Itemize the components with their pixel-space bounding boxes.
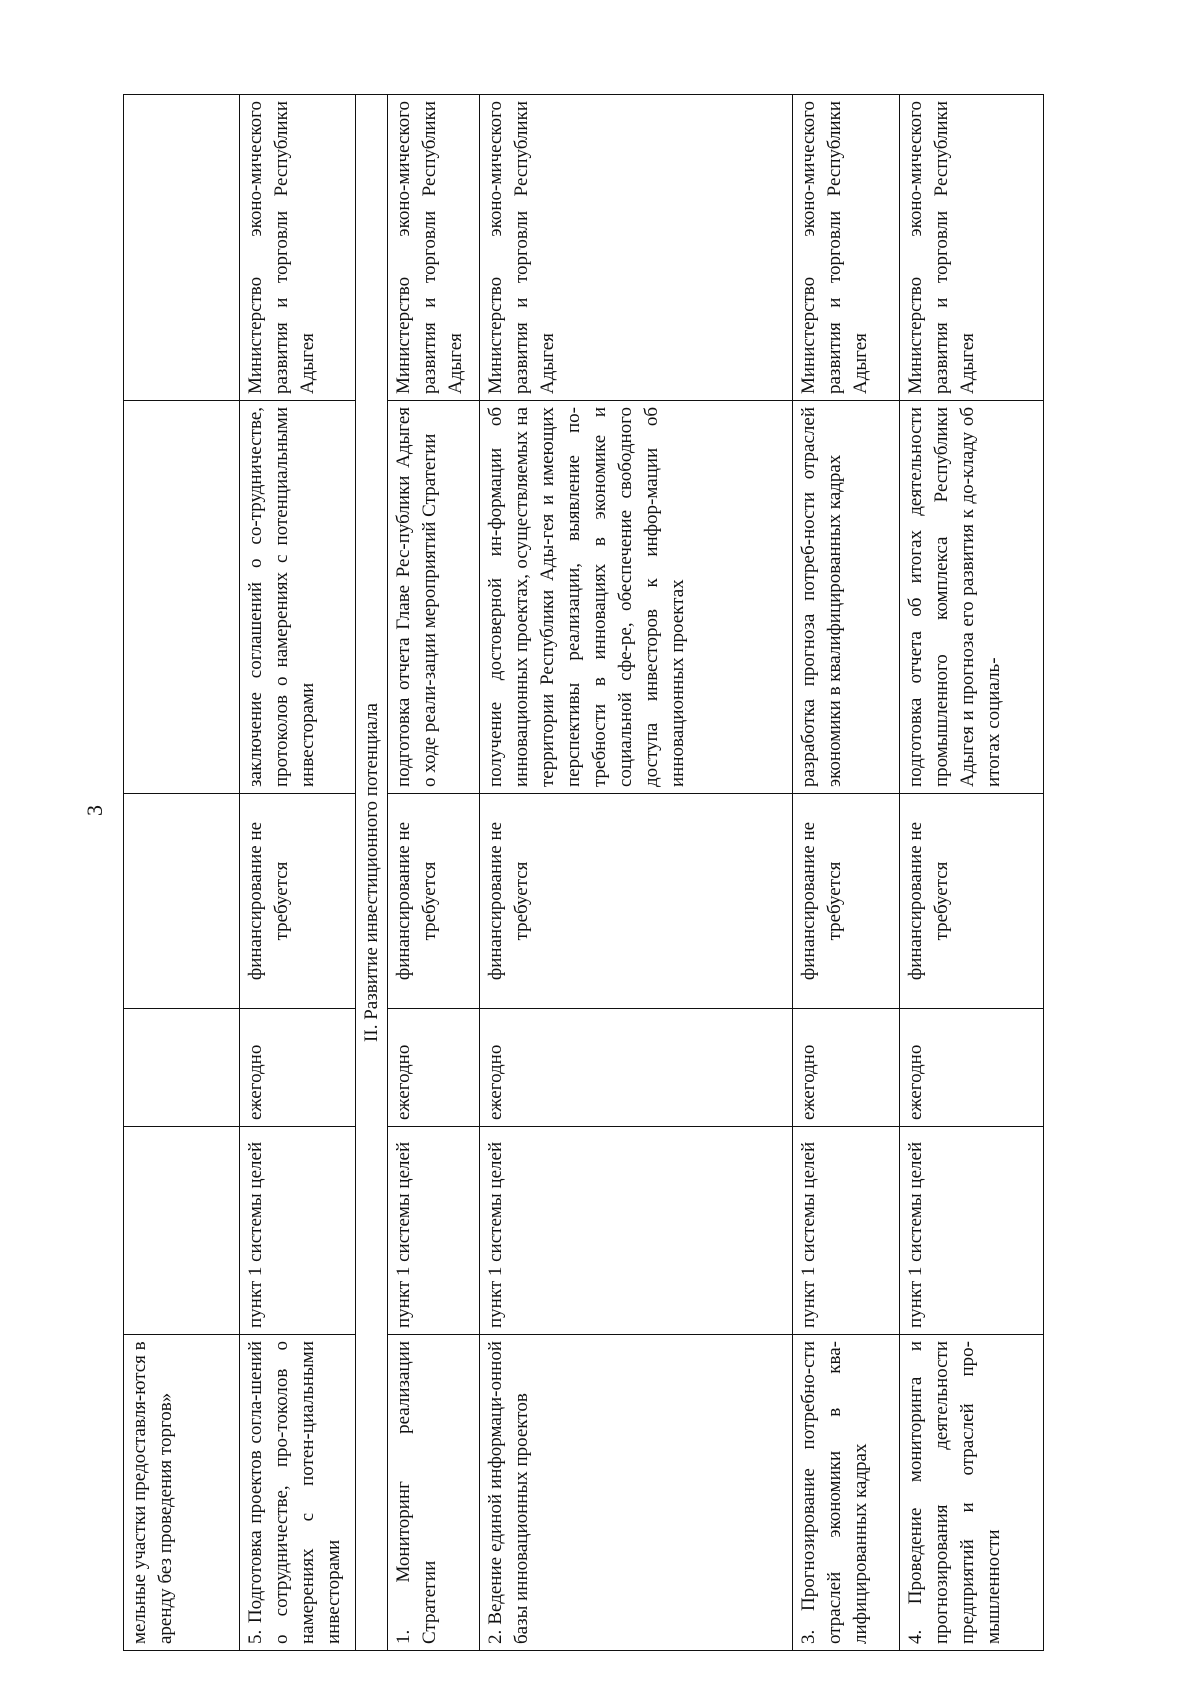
table-row — [240, 95, 356, 1651]
financing-cell: финансирование не требуется — [900, 794, 1044, 1009]
table-row — [388, 95, 480, 1651]
table-row — [480, 95, 793, 1651]
executor-cell — [124, 95, 240, 401]
measure-cell: мельные участки предоставля-ются в аренду без проведения торгов» — [124, 1335, 240, 1651]
measure-cell: 5. Подготовка проектов согла-шений о сотрудничестве, про-токолов о намерениях с потен-циальными инвесторами — [240, 1335, 356, 1651]
table-row — [793, 95, 900, 1651]
executor-cell: Министерство эконо-мического развития и торговли Республики Адыгея — [793, 95, 900, 401]
financing-cell — [124, 794, 240, 1009]
result-cell: получение достоверной ин-формации об инновационных проектах, осуществляемых на территории Республики Ады-гея и имеющих перспективы реализации, выявление по-требности в инновациях в экономике и социальной сфе-ре, обеспечение свободного доступа инвесторов к инфор-мации об инновационных проектах — [480, 401, 793, 794]
executor-cell: Министерство эконо-мического развития и торговли Республики Адыгея — [900, 95, 1044, 401]
basis-cell — [124, 1127, 240, 1335]
result-cell: заключение соглашений о со-трудничестве, протоколов о намерениях с потенциальными инвесторами — [240, 401, 356, 794]
financing-cell: финансирование не требуется — [240, 794, 356, 1009]
plan-table — [123, 94, 1044, 1651]
executor-cell: Министерство эконо-мического развития и торговли Республики Адыгея — [480, 95, 793, 401]
rotated-table-container — [123, 95, 1043, 1651]
period-cell — [124, 1009, 240, 1127]
period-cell: ежегодно — [793, 1009, 900, 1127]
basis-cell: пункт 1 системы целей — [480, 1127, 793, 1335]
basis-cell: пункт 1 системы целей — [793, 1127, 900, 1335]
measure-cell: 2. Ведение единой информаци-онной базы инновационных проектов — [480, 1335, 793, 1651]
section-row — [356, 95, 388, 1651]
measure-cell: 3. Прогнозирование потребно-сти отраслей экономики в ква-лифицированных кадрах — [793, 1335, 900, 1651]
financing-cell: финансирование не требуется — [388, 794, 480, 1009]
section-title: II. Развитие инвестиционного потенциала — [356, 95, 388, 1651]
page-number: 3 — [82, 805, 107, 816]
result-cell — [124, 401, 240, 794]
result-cell: подготовка отчета Главе Рес-публики Адыгея о ходе реали-зации мероприятий Стратегии — [388, 401, 480, 794]
basis-cell: пункт 1 системы целей — [388, 1127, 480, 1335]
result-cell: подготовка отчета об итогах деятельности промышленного комплекса Республики Адыгея и прогноза его развития к до-кладу об итогах социаль- — [900, 401, 1044, 794]
measure-cell: 4. Проведение мониторинга и прогнозирования деятельности предприятий и отраслей про-мышленности — [900, 1335, 1044, 1651]
financing-cell: финансирование не требуется — [793, 794, 900, 1009]
basis-cell: пункт 1 системы целей — [900, 1127, 1044, 1335]
result-cell: разработка прогноза потреб-ности отраслей экономики в квалифицированных кадрах — [793, 401, 900, 794]
period-cell: ежегодно — [388, 1009, 480, 1127]
financing-cell: финансирование не требуется — [480, 794, 793, 1009]
table-row — [900, 95, 1044, 1651]
period-cell: ежегодно — [900, 1009, 1044, 1127]
period-cell: ежегодно — [480, 1009, 793, 1127]
executor-cell: Министерство эконо-мического развития и торговли Республики Адыгея — [240, 95, 356, 401]
executor-cell: Министерство эконо-мического развития и торговли Республики Адыгея — [388, 95, 480, 401]
basis-cell: пункт 1 системы целей — [240, 1127, 356, 1335]
period-cell: ежегодно — [240, 1009, 356, 1127]
table-row — [124, 95, 240, 1651]
measure-cell: 1. Мониторинг реализации Стратегии — [388, 1335, 480, 1651]
